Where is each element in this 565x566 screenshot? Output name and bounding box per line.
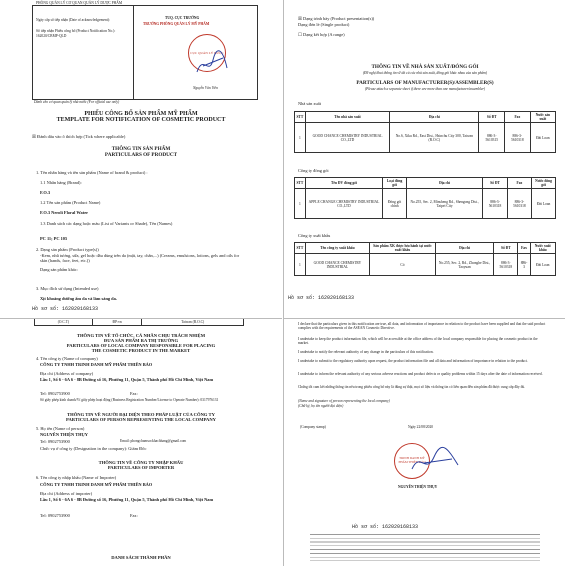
table-header-cell: STT [295,112,306,123]
table-header-cell: STT [295,178,306,189]
product-name-value: F.O.3 Neroli Floral Water [40,210,89,215]
declaration-5: I undertake to inform the relevant authority of any serious adverse reactions and product defects or quality problems within 15 days after the date of information received. [298,372,543,376]
stamp-number-value: 162020/CBMP-QLD [36,34,67,38]
table-header-cell: Nước đóng gói [532,178,556,189]
checkbox-icon: ☒ [298,16,302,21]
table-cell: Đài Loan [530,123,555,153]
table-row [295,189,556,219]
table-header-cell: Tên công ty xuất khẩu [305,243,369,254]
imp-label: 6. Tên công ty nhập khẩu (Name of Importer) [36,475,117,480]
table-header-cell: Nước sản xuất [530,112,555,123]
table-header-cell: Địa chỉ [406,178,482,189]
org-tel: Tel: 0902753900 [40,391,70,396]
table-cell: No.255, Sec. 2, Rd., Zhonghe Dist., Taoyuan [435,254,493,276]
t1-label: Nhà sản xuất [298,101,321,106]
table-cell: GOOD CHANCE CHEMISTRY INDUSTRIAL [305,254,369,276]
table-header-cell: Tên nhà sản xuất [305,112,389,123]
t3-label: Công ty xuất khẩu [298,233,331,238]
table-header-row [295,243,556,254]
variants-value: PC 11; PC 105 [40,236,68,241]
table-cell: 886-3-5610315 [479,123,505,153]
stamp-signer: Nguyễn Văn Viên [193,86,218,90]
imp-title-1: THÔNG TIN VỀ CÔNG TY NHẬP KHẨU [98,460,184,465]
table-cell: Đóng gói chính [383,189,407,219]
packer-table [294,177,556,219]
item-2: 2. Dạng sản phẩm (Product type(s)) [36,247,99,252]
org-name: CÔNG TY TNHH TRINH DANH MỸ PHẨM THIÊN BẢO [40,362,153,367]
scan-lines [310,531,540,561]
table-cell: 886-3-5610318 [505,123,531,153]
rep-email: Email: phongchamsockhachhang@gmail.com [120,439,187,443]
table-header-cell: STT [295,243,306,254]
acknowledgement-stamp-box [32,5,258,100]
addr-label: Địa chỉ (Address of company) [40,371,94,376]
checkbox-icon: ☒ [32,134,36,139]
checkbox-label: ☒ Đánh dấu vào ô thích hợp (Tick where applicable) [32,134,126,139]
table-row [295,254,556,276]
table-header-cell: Tên ĐV đóng gói [305,178,382,189]
p3-file-number: Hồ sơ số: 162020168133 [288,295,355,301]
item-1-3: 1.3 Danh sách các dạng hoặc màu (List of Variants or Shade), Tên (Names) [40,221,173,226]
table-header-cell: Fax [518,243,530,254]
item-1: 1. Tên nhãn hàng và tên sản phẩm (Name of brand & product) : [36,170,148,175]
brand-value: F.O.3 [40,190,51,195]
org-fax: Fax: [130,391,138,396]
table-header-cell: Số ĐT [494,243,518,254]
p2-title-3: PARTICULARS OF LOCAL COMPANY RESPONSIBLE FOR PLACING [66,343,216,348]
item-1-1: 1.1 Nhãn hàng (Brand): [40,180,82,185]
company-seal: TRINH DANH MỸ PHẨM THIÊN BẢO [394,443,430,479]
exporter-table [294,242,556,276]
table-header-cell: Loại đóng gói [383,178,407,189]
table-cell: No.255, Sec. 2, Minsheng Rd., Shengong Dist., Taipei City [406,189,482,219]
imp-address: Lầu 1, Số 6 - 6A 6 - 8B Đường số 16, Phường 11, Quận 5, Thành phố Hồ Chí Minh, Việt Nam [40,497,214,502]
declaration-4: I undertake to submit to the regulatory authority upon request, the product information file and all data and information of importance in relation to the product. [298,359,528,363]
intended-use-value: Xịt khoáng dưỡng ẩm da và làm sáng da. [40,296,117,301]
declaration-6: Chứng tôi cam kết những thông tin nêu trong phiếu công bố này là đúng sự thật, mọi số liệu và thông tin có liên quan đến sản phẩm đã được cung cấp đầy đủ. [298,385,526,389]
org-label: 4. Tên công ty (Name of company) [36,356,98,361]
p1-header-line: PHÒNG QUẢN LÝ CƠ QUAN QUẢN LÝ DƯỢC PHẨM [36,1,123,5]
table-header-cell: Nước xuất khẩu [530,243,556,254]
table-header-row [295,112,556,123]
p3-note-en: (Please attach a separate sheet if there are more than one manufacturer/assembler) [364,87,486,91]
page-3 [283,0,565,318]
stamp-authority-1: TUQ. CỤC TRƯỞNG [165,16,200,20]
stamp-number-label: Số tiếp nhận Phiếu công bố (Product Notification No.): [36,29,116,33]
item-1-2: 1.2 Tên sản phẩm (Product Name) [40,200,101,205]
table-row [295,123,556,153]
table-cell: 1 [295,254,306,276]
imp-name: CÔNG TY TNHH TRINH DANH MỸ PHẨM THIÊN BẢO [40,482,153,487]
table-cell: Đài Loan [530,254,556,276]
table-cell: 886-3-5610318 [494,254,518,276]
stamp-received-label: Ngày cấp số tiếp nhận (Date of acknowledgement): [36,18,110,22]
item-3: 3. Mục đích sử dụng (Intended use) [36,286,99,291]
imp-title-2: PARTICULARS OF IMPORTER [107,465,175,470]
page-1 [0,0,282,318]
table-cell: 886-3-5610318 [507,189,531,219]
stamp-footnote: Dành cho cơ quan quản lý nhà nước (For official use only) [34,100,120,104]
rep-position: Chức vụ ở công ty (Designation in the company): Giám Đốc [40,446,147,451]
org-address: Lầu 1, Số 6 - 6A 6 - 8B Đường số 16, Phường 11, Quận 5, Thành phố Hồ Chí Minh, Việt Nam [40,377,214,382]
p4-file-number: Hồ sơ số: 162020168133 [352,524,419,530]
official-signature-image [193,46,233,80]
item-2-desc: -Kem, nhũ tương, sữa, gel hoặc dầu dùng trên da (mặt, tay, chân,...) (Creams, emulsions, lotions, gels and oils for skin (hands, face, feet, etc.)) [40,253,240,264]
checkbox-icon: ☐ [298,32,302,37]
signature-note-en: (Name and signature of person representing the local company) [298,399,390,403]
table-cell: (O.C.T) [35,319,93,326]
p2-footer: DANH SÁCH THÀNH PHẦN [111,555,171,560]
table-header-cell: Fax [507,178,531,189]
imp-tel: Tel: 0902753900 [40,513,70,518]
table-cell: GOOD CHANCE CHEMISTRY INDUSTRIAL CO.,LTD [305,123,389,153]
rep-label: 5. Họ tên (Name of person) [36,426,85,431]
table-cell: 1 [295,189,306,219]
rep-tel: Tel: 0902753900 [40,439,70,444]
table-header-cell: Số ĐT [479,112,505,123]
page-4 [283,318,565,566]
signing-date: Ngày 22/08/2020 [408,425,434,429]
declaration-2: I undertake to keep the product information file, which will be accessible at the office address of the local company responsible for placing the cosmetic product in the market. [298,337,538,346]
stamp-left-panel [33,6,134,99]
table-cell: 886-3-5610318 [483,189,507,219]
page-2 [0,318,282,566]
table-cell: 886-3 [518,254,530,276]
table-header-cell: Địa chỉ [435,243,493,254]
table-header-cell: Số ĐT [483,178,507,189]
imp-fax: Fax: [130,513,138,518]
item-2-other: Dạng sản phẩm khác: [40,267,78,272]
table-header-cell: Fax [505,112,531,123]
p1-title-vn: PHIẾU CÔNG BỐ SẢN PHẨM MỸ PHẨM [84,111,198,117]
declaration-3: I undertake to notify the relevant authority of any change in the particulars of this notification. [298,350,434,354]
stamp-authority-2: TRƯỞNG PHÒNG QUẢN LÝ MỸ PHẨM [143,22,210,26]
manufacturer-table [294,111,556,153]
company-stamp-label: (Company stamp) [300,425,326,429]
table-header-row [295,178,556,189]
p1-section-vn: THÔNG TIN SẢN PHẨM [111,146,171,152]
p3-note-vn: (Đề nghị khai thông tin về tất cả các nhà sản xuất, đóng gói khác nhau của sản phẩm) [362,71,488,75]
declaration-1: I declare that the particulars given in this notification are true, all data, and information of importance in relation to the product have been supplied and that the said product complies with the requirements of the ASEAN Cosmetic Directive. [298,322,546,331]
presentation-value: Dạng đơn lẻ (Single product) [298,22,350,27]
rep-name: NGUYỄN THIỆN THỤY [40,432,88,437]
signature-note-vn: (Chữ ký, họ tên người đại diện) [298,404,344,408]
company-signer: NGUYỄN THIỆN THỤY [398,485,438,489]
org-registration: Số giấy phép kinh doanh/Ví giấy phép hoạt động (Business Registration Number/License to Operate Number): 0317976131 [40,398,219,402]
p3-title-en: PARTICULARS OF MANUFACTURER(S)/ASSEMBLER(S) [356,80,494,86]
table-header-cell: Sản phẩm XK được lưu hành tại nước xuất khẩu [370,243,436,254]
table-cell: No.6, Xiku Rd., East Dist., Hsinchu City 300, Taiwan (R.O.C) [390,123,479,153]
presentation-range: ☐ Dạng kết hợp (A range) [298,32,345,37]
table-cell: Có [370,254,436,276]
t2-label: Công ty đóng gói [298,168,329,173]
presentation-label: ☒ Dạng trình bày (Product presentation(s)) [298,16,375,21]
official-seal: CỤC QUẢN LÝ DƯỢC [188,34,226,72]
table-cell: 1 [295,123,306,153]
table-cell: APPLE CHANGE CHEMISTRY INDUSTRIAL CO.,LTD [305,189,382,219]
p2-table-fragment [34,318,244,326]
p2-title-2: ĐƯA SẢN PHẨM RA THỊ TRƯỜNG [103,338,179,343]
rep-title-2: PARTICULARS OF PERSON REPRESENTING THE LOCAL COMPANY [65,417,216,422]
p3-title-vn: THÔNG TIN VỀ NHÀ SẢN XUẤT/ĐÓNG GÓI [371,64,479,70]
p1-section-en: PARTICULARS OF PRODUCT [104,152,178,158]
p1-file-number: Hồ sơ số: 162020168133 [32,306,99,312]
rep-title-1: THÔNG TIN VỀ NGƯỜI ĐẠI DIỆN THEO PHÁP LUẬT CỦA CÔNG TY [67,412,215,417]
company-signature-image [408,445,464,479]
imp-addr-label: Địa chỉ (Address of importer) [40,491,93,496]
table-cell: ĐP:vn [92,319,142,326]
p2-title-4: THE COSMETIC PRODUCT IN THE MARKET [91,348,191,353]
table-header-cell: Địa chỉ [390,112,479,123]
p1-title-en: TEMPLATE FOR NOTIFICATION OF COSMETIC PRODUCT [56,117,226,123]
table-cell: Đài Loan [532,189,556,219]
p2-title-1: THÔNG TIN VỀ TỔ CHỨC, CÁ NHÂN CHỊU TRÁCH NHIỆM [76,333,206,338]
table-cell: Taiwan (R.O.C) [142,319,244,326]
